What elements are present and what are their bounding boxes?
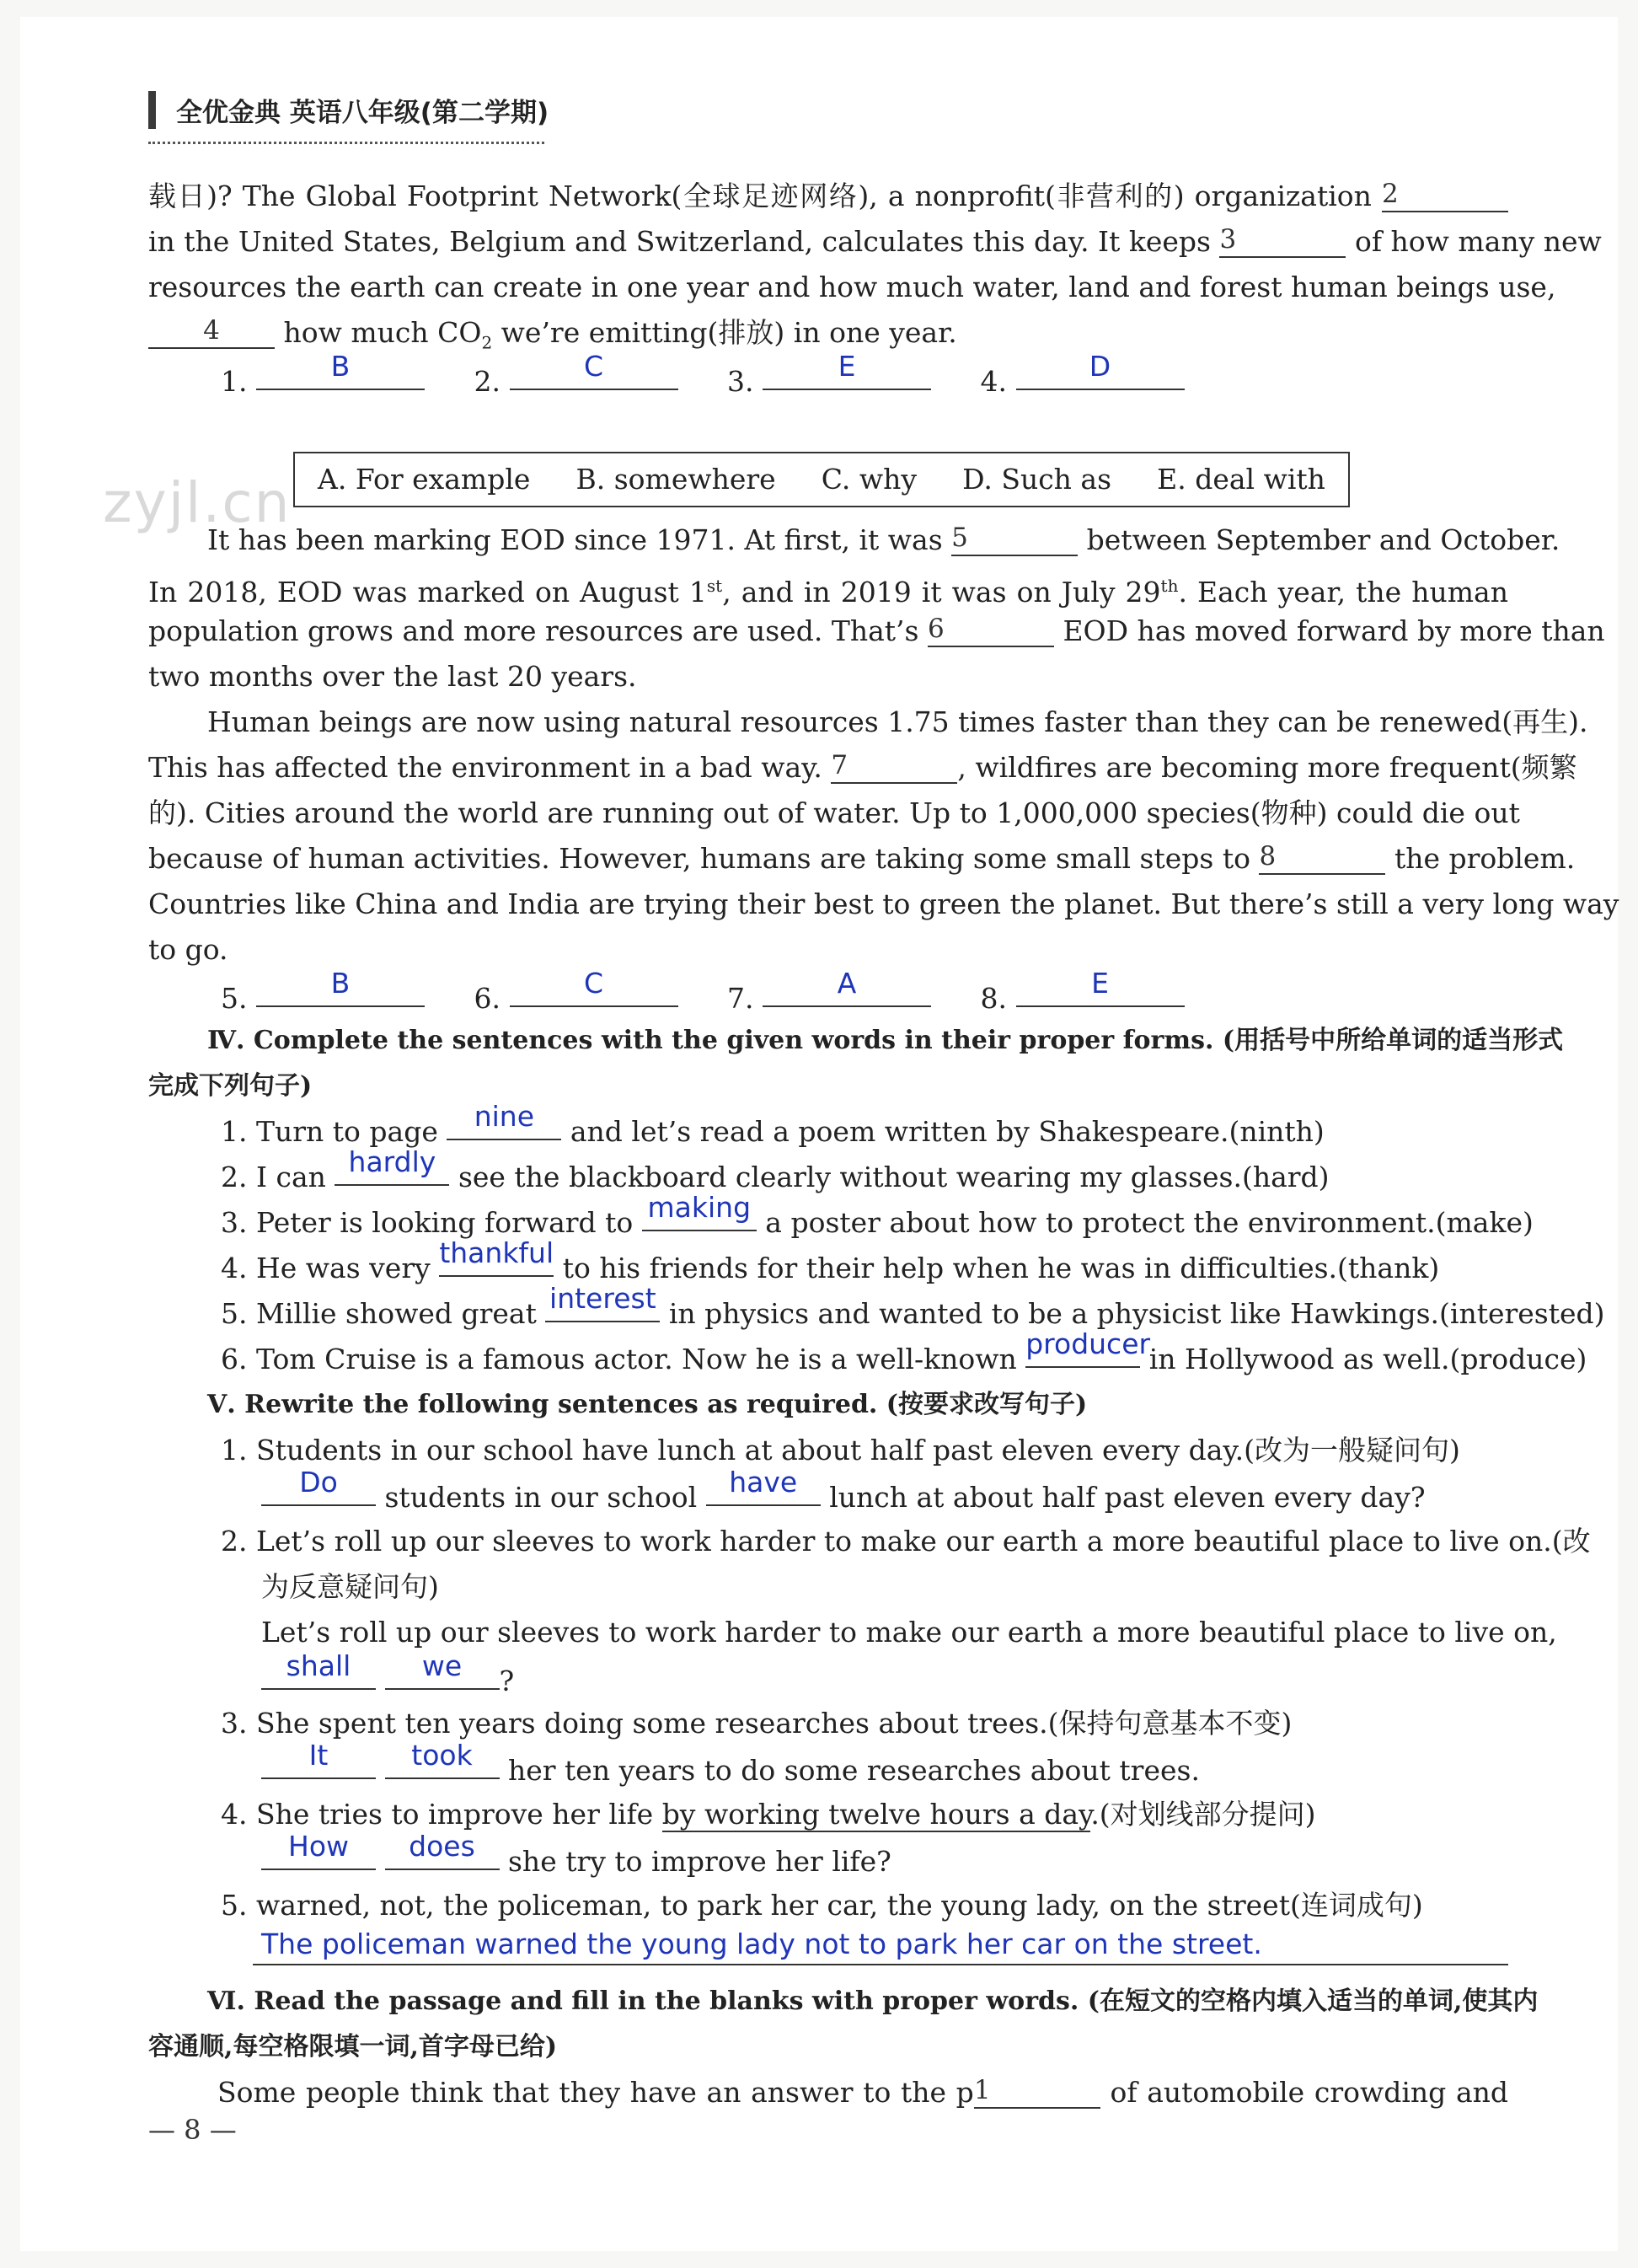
- s5-a2: shall we ?: [261, 1659, 1621, 1704]
- s5-answer-4a[interactable]: How: [261, 1835, 376, 1870]
- answer-3[interactable]: E: [763, 355, 931, 390]
- passage-line: This has affected the environment in a bad way. 7 , wildfires are becoming more frequent(频繁: [148, 750, 1577, 784]
- answer-4[interactable]: D: [1016, 355, 1185, 390]
- s5-q3: 3. She spent ten years doing some researches about trees.(保持句意基本不变): [221, 1707, 1293, 1740]
- page-number: — 8 —: [148, 2114, 237, 2146]
- s5-answer-1a[interactable]: Do: [261, 1471, 376, 1506]
- s5-answer-2b[interactable]: we: [385, 1654, 500, 1690]
- option: D. Such as: [962, 463, 1112, 496]
- s4-answer-6[interactable]: producer: [1025, 1332, 1140, 1368]
- blank-2[interactable]: 2: [1382, 177, 1508, 212]
- blank-4[interactable]: 4: [148, 314, 275, 349]
- s5-a3: It took her ten years to do some researches about trees.: [261, 1748, 1621, 1793]
- running-header: 全优金典 英语八年级(第二学期): [148, 91, 549, 129]
- blank-5[interactable]: 5: [951, 521, 1078, 556]
- passage-line: In 2018, EOD was marked on August 1st, and in 2019 it was on July 29th. Each year, the human: [148, 576, 1508, 609]
- blank-6[interactable]: 6: [928, 612, 1054, 647]
- s4-answer-1[interactable]: nine: [447, 1105, 561, 1140]
- s5-answer-3a[interactable]: It: [261, 1744, 376, 1779]
- s4-item-6: 6. Tom Cruise is a famous actor. Now he is a well-known producer in Hollywood as well.(produce): [221, 1327, 1587, 1375]
- blank-7[interactable]: 7: [831, 748, 957, 784]
- answer-6[interactable]: C: [510, 972, 678, 1007]
- s5-answer-4b[interactable]: does: [385, 1835, 500, 1870]
- s5-answer-5-rule: [253, 1964, 1508, 1965]
- s4-answer-2[interactable]: hardly: [335, 1150, 449, 1186]
- s5-q2-cont: 为反意疑问句): [261, 1570, 439, 1603]
- s4-answer-3[interactable]: making: [642, 1196, 757, 1231]
- option: C. why: [821, 463, 917, 496]
- s6-blank-1[interactable]: 1: [974, 2073, 1100, 2109]
- passage-line: Countries like China and India are trying their best to green the planet. But there’s still a very long way: [148, 887, 1619, 920]
- s4-answer-4[interactable]: thankful: [439, 1241, 554, 1277]
- option: B. somewhere: [575, 463, 776, 496]
- s5-answer-2a[interactable]: shall: [261, 1654, 376, 1690]
- passage-line: 4 how much $CO_2$ we’re emitting(排放) in one year.: [148, 310, 1508, 356]
- passage-line: Human beings are now using natural resources 1.75 times faster than they can be renewed(再生).: [207, 705, 1588, 738]
- section-6-title-cont: 容通顺,每空格限填一词,首字母已给): [148, 2032, 558, 2062]
- blank-3[interactable]: 3: [1219, 223, 1346, 258]
- s5-q5: 5. warned, not, the policeman, to park her car, the young lady, on the street(连词成句): [221, 1889, 1423, 1922]
- s4-answer-5[interactable]: interest: [545, 1287, 660, 1322]
- answer-7[interactable]: A: [763, 972, 931, 1007]
- s5-q2: 2. Let’s roll up our sleeves to work harder to make our earth a more beautiful place to live on.(改: [221, 1525, 1591, 1558]
- passage-line: It has been marking EOD since 1971. At first, it was 5 between September and October.: [207, 523, 1560, 556]
- blank-8[interactable]: 8: [1259, 839, 1385, 875]
- passage-line: two months over the last 20 years.: [148, 660, 637, 693]
- s5-answer-5[interactable]: The policeman warned the young lady not to park her car on the street.: [261, 1928, 1262, 1960]
- passage-line: 载日)? The Global Footprint Network(全球足迹网络), a nonprofit(非营利的) organization 2: [148, 174, 1508, 219]
- s5-a2-text: Let’s roll up our sleeves to work harder to make our earth a more beautiful place to live on,: [261, 1616, 1557, 1649]
- s5-q1: 1. Students in our school have lunch at about half past eleven every day.(改为一般疑问句): [221, 1434, 1460, 1466]
- answer-1[interactable]: B: [256, 355, 425, 390]
- s4-item-2: 2. I can hardly see the blackboard clearly without wearing my glasses.(hard): [221, 1145, 1330, 1193]
- s5-a1: Do students in our school have lunch at about half past eleven every day?: [261, 1475, 1621, 1520]
- s5-answer-1b[interactable]: have: [706, 1471, 821, 1506]
- option: A. For example: [318, 463, 531, 496]
- section-5-title: Ⅴ. Rewrite the following sentences as required. (按要求改写句子): [207, 1390, 1088, 1419]
- answer-2[interactable]: C: [510, 355, 678, 390]
- s4-item-1: 1. Turn to page nine and let’s read a poem written by Shakespeare.(ninth): [221, 1100, 1325, 1148]
- passage-line: because of human activities. However, humans are taking some small steps to 8 the problem.: [148, 841, 1576, 875]
- s5-answer-3b[interactable]: took: [385, 1744, 500, 1779]
- s4-item-3: 3. Peter is looking forward to making a poster about how to protect the environment.(make): [221, 1191, 1534, 1239]
- section-4-title: Ⅳ. Complete the sentences with the given words in their proper forms. (用括号中所给单词的适当形式: [207, 1026, 1564, 1055]
- answer-row-1-4: 1. B 2. C 3. E 4. D: [221, 359, 1581, 405]
- s5-q4: 4. She tries to improve her life by working twelve hours a day.(对划线部分提问): [221, 1798, 1316, 1831]
- passage-line: 的). Cities around the world are running out of water. Up to 1,000,000 species(物种) could die out: [148, 796, 1520, 829]
- answer-8[interactable]: E: [1016, 972, 1185, 1007]
- passage-line: resources the earth can create in one year and how much water, land and forest human beings use,: [148, 271, 1556, 303]
- passage-line: population grows and more resources are used. That’s 6 EOD has moved forward by more than: [148, 614, 1605, 647]
- answer-5[interactable]: B: [256, 972, 425, 1007]
- options-box: [293, 452, 1350, 507]
- watermark: zyjl.cn: [103, 470, 292, 535]
- s5-a4: How does she try to improve her life?: [261, 1839, 1621, 1885]
- passage-line: Some people think that they have an answer to the p1 of automobile crowding and: [217, 2075, 1508, 2109]
- s4-item-4: 4. He was very thankful to his friends for their help when he was in difficulties.(thank): [221, 1236, 1440, 1284]
- header-dotted-rule: [148, 142, 544, 144]
- passage-line: to go.: [148, 933, 228, 966]
- answer-row-5-8: 5. B 6. C 7. A 8. E: [221, 976, 1581, 1021]
- passage-line: in the United States, Belgium and Switzerland, calculates this day. It keeps 3 of how many new: [148, 224, 1602, 258]
- option: E. deal with: [1157, 463, 1325, 496]
- s4-item-5: 5. Millie showed great interest in physics and wanted to be a physicist like Hawkings.(interested): [221, 1282, 1605, 1330]
- section-4-title-cont: 完成下列句子): [148, 1071, 313, 1101]
- section-6-title: Ⅵ. Read the passage and fill in the blanks with proper words. (在短文的空格内填入适当的单词,使其内: [207, 1987, 1539, 2016]
